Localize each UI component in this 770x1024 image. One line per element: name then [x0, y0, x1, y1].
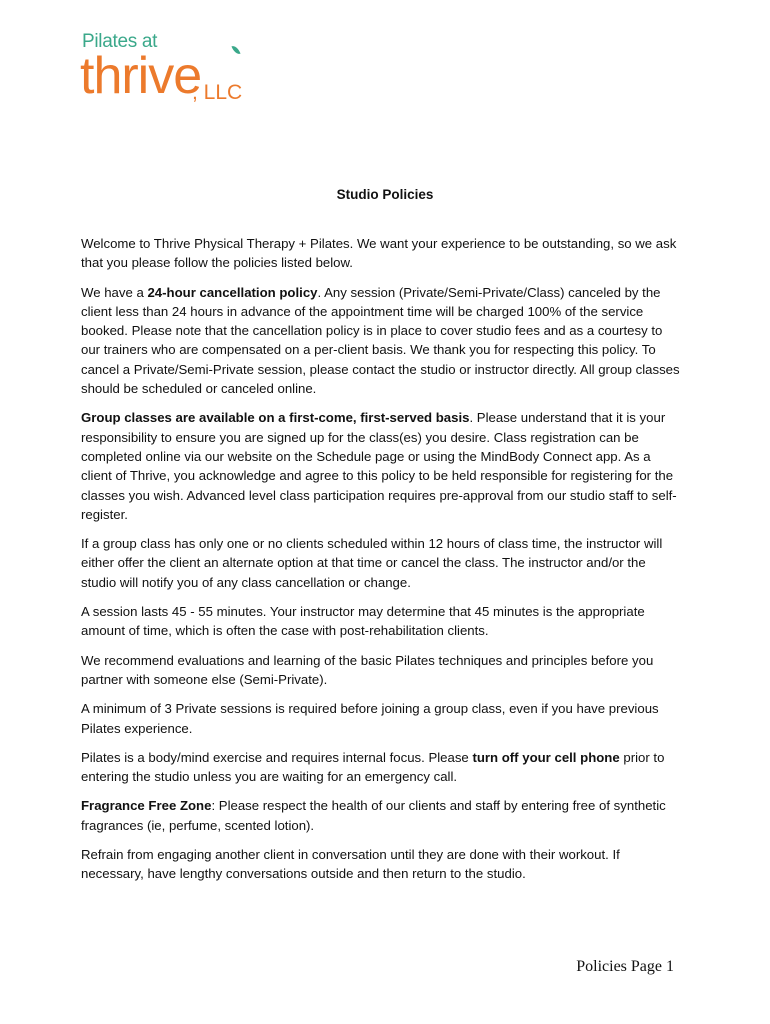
- page-title: Studio Policies: [336, 187, 434, 202]
- paragraph-cancellation: [81, 283, 681, 399]
- policy-body: [81, 234, 681, 894]
- text-segment: : Please respect the health of our clients and staff by entering free of synthetic fragrances (ie, perfume, scented lotion).: [81, 798, 666, 833]
- bold-group-classes: Group classes are available on a first-come, first-served basis: [81, 410, 470, 426]
- text-segment: . Please understand that it is your responsibility to ensure you are signed up for the class(es) you desire. Class registration can be completed online via our website on the Schedule page or using the MindBody Connect app. As a client of Thrive, you acknowledge and agree to this policy to be held responsible for registering for the classes you wish. Advanced level class participation requires pre-approval from our studio staff to self-register.: [81, 410, 677, 522]
- paragraph-fragrance: [81, 796, 681, 835]
- text-segment: prior to entering the studio unless you are waiting for an emergency call.: [81, 749, 665, 785]
- paragraph-evaluations: We recommend evaluations and learning of the basic Pilates techniques and principles before you partner with someone else (Semi-Private).: [81, 652, 654, 687]
- text-segment: We have a: [81, 284, 148, 300]
- logo-line-thrive: thrive: [80, 47, 202, 105]
- logo-line-pilates-at: Pilates at: [82, 31, 158, 52]
- text-segment: . Any session (Private/Semi-Private/Class) canceled by the client less than 24 hours in advance of the appointment time will be charged 100% of the service booked. Please note that the cancellation policy is in place to cover studio fees and as a courtesy to our trainers who are compensated on a per-client basis. We thank you for respecting this policy. To cancel a Private/Semi-Private session, please contact the studio or instructor directly. All group classes should be scheduled or canceled online.: [81, 284, 680, 397]
- page-footer: Policies Page 1: [576, 958, 674, 975]
- text-segment: Pilates is a body/mind exercise and requires internal focus. Please: [81, 749, 473, 765]
- bold-cell-phone: turn off your cell phone: [472, 749, 620, 765]
- paragraph-welcome: Welcome to Thrive Physical Therapy + Pilates. We want your experience to be outstanding, so we ask that you please follow the policies listed below.: [81, 236, 677, 271]
- paragraph-minimum-clients: If a group class has only one or no clients scheduled within 12 hours of class time, the instructor will either offer the client an alternate option at that time or cancel the class. The instructor and/or the studio will notify you of any class cancellation or change.: [81, 536, 663, 590]
- leaf-icon: [231, 44, 240, 55]
- company-logo: [82, 30, 252, 110]
- bold-fragrance-free: Fragrance Free Zone: [81, 798, 212, 814]
- paragraph-conversation: Refrain from engaging another client in conversation until they are done with their workout. If necessary, have lengthy conversations outside and then return to the studio.: [81, 847, 620, 882]
- paragraph-private-sessions: A minimum of 3 Private sessions is required before joining a group class, even if you have previous Pilates experience.: [81, 701, 659, 736]
- paragraph-group-classes: [81, 408, 681, 524]
- bold-cancellation-policy: 24-hour cancellation policy: [147, 284, 318, 300]
- paragraph-cell-phone: [81, 748, 681, 787]
- paragraph-session-length: A session lasts 45 - 55 minutes. Your instructor may determine that 45 minutes is the appropriate amount of time, which is often the case with post-rehabilitation clients.: [81, 604, 645, 639]
- logo-suffix-llc: , LLC: [192, 81, 243, 104]
